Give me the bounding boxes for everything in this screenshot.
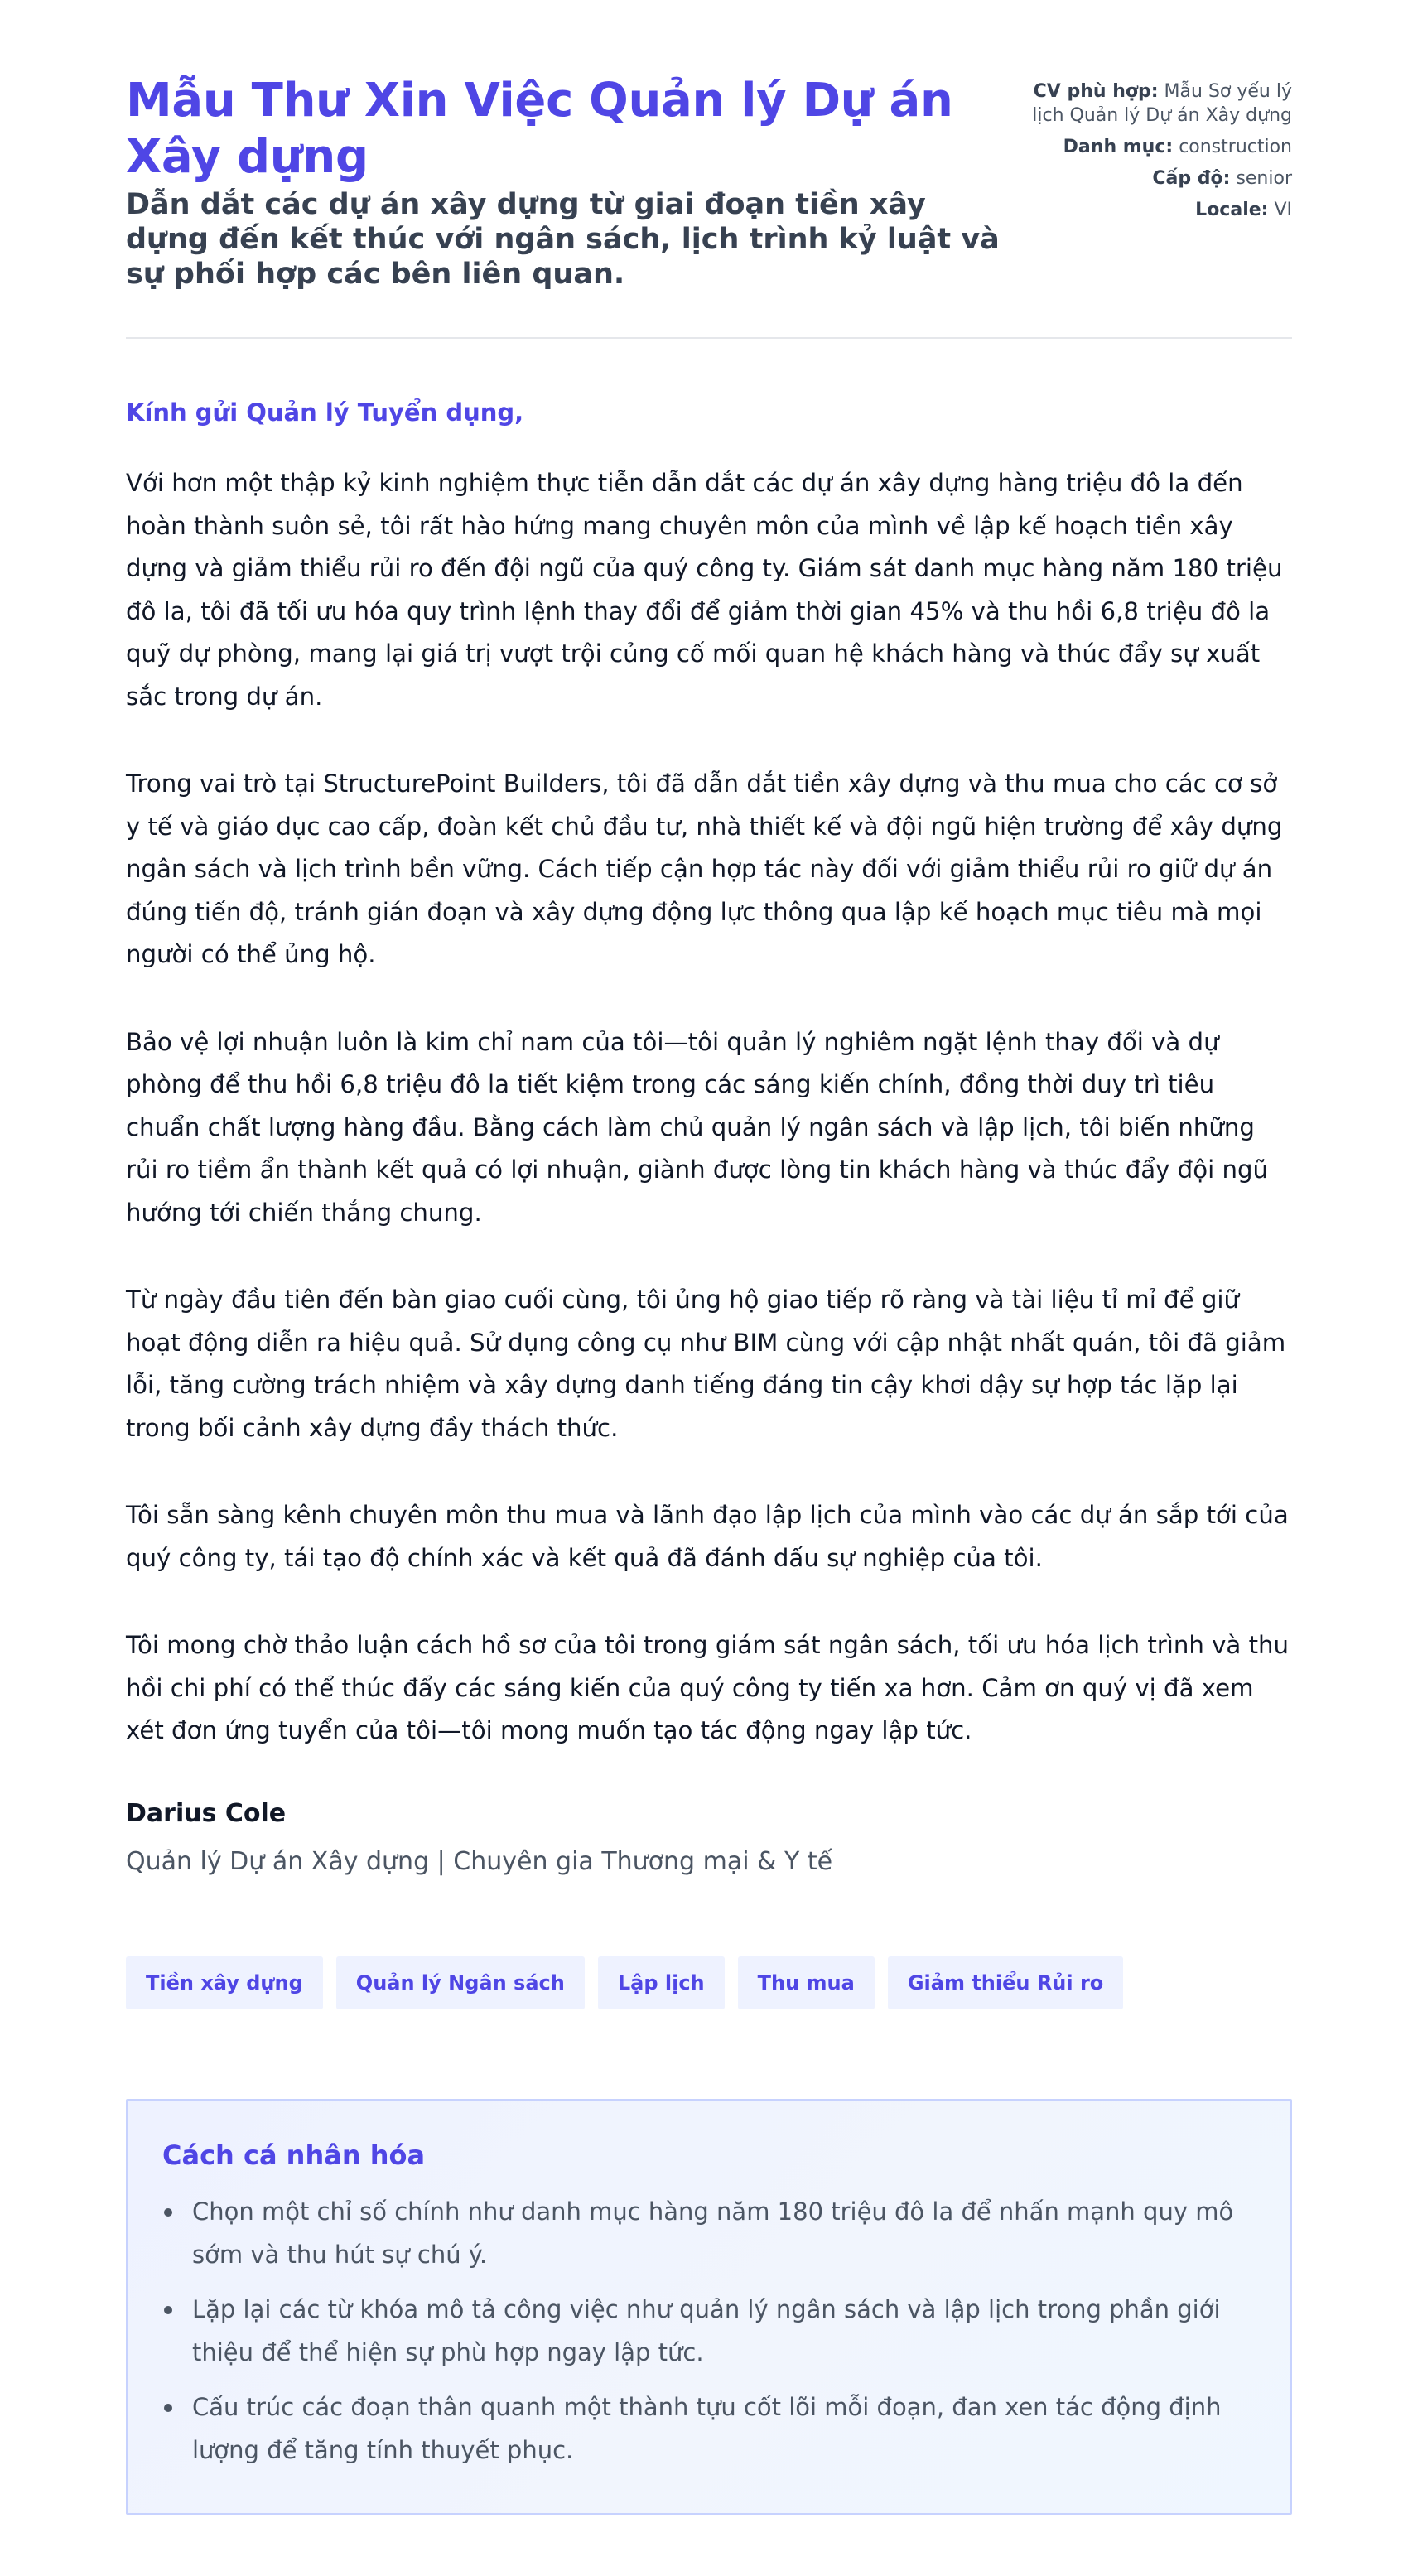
signature-name: Darius Cole [126,1799,287,1828]
skill-tag: Tiền xây dựng [126,1956,323,2009]
meta-label: Locale: [1195,200,1269,220]
meta-locale [1027,198,1292,222]
skill-tag: Quản lý Ngân sách [336,1956,585,2009]
meta-matching-cv [1027,80,1292,128]
bullet-icon [164,2404,172,2412]
tip-item [162,2288,1256,2374]
meta-level [1027,166,1292,191]
header-title-block [126,73,1004,292]
letter-paragraph: Bảo vệ lợi nhuận luôn là kim chỉ nam của tôi—tôi quản lý nghiêm ngặt lệnh thay đổi và dự phòng để thu hồi 6,8 triệu đô la tiết kiệm trong các sáng kiến chính, đồng thời duy trì tiêu chuẩn chất lượng hàng đầu. Bằng cách làm chủ quản lý ngân sách và lập lịch, tôi biến những rủi ro tiềm ẩn thành kết quả có lợi nhuận, giành được lòng tin khách hàng và thúc đẩy đội ngũ hướng tới chiến thắng chung. [126,1027,1268,1227]
page-title: Mẫu Thư Xin Việc Quản lý Dự án Xây dựng [126,74,953,184]
meta-category [1027,135,1292,159]
meta-label: Cấp độ: [1152,168,1231,189]
personalization-tips-box [126,2099,1292,2515]
meta-label: CV phù hợp: [1033,81,1159,102]
meta-value: Mẫu Sơ yếu lý lịch Quản lý Dự án Xây dựng [1032,81,1292,126]
letter-body [126,462,1292,1797]
bullet-icon [164,2208,172,2217]
letter-paragraph: Tôi sẵn sàng kênh chuyên môn thu mua và lãnh đạo lập lịch của mình vào các dự án sắp tới của quý công ty, tái tạo độ chính xác và kết quả đã đánh dấu sự nghiệp của tôi. [126,1501,1289,1572]
tip-item [162,2190,1256,2276]
tip-text: Chọn một chỉ số chính như danh mục hàng năm 180 triệu đô la để nhấn mạnh quy mô sớm và thu hút sự chú ý. [192,2197,1234,2269]
meta-value: VI [1274,200,1292,220]
meta-value: senior [1236,168,1292,189]
skill-tag: Giảm thiểu Rủi ro [888,1956,1123,2009]
skill-tag: Thu mua [738,1956,875,2009]
letter-paragraph: Tôi mong chờ thảo luận cách hồ sơ của tôi trong giám sát ngân sách, tối ưu hóa lịch trình và thu hồi chi phí có thể thúc đẩy các sáng kiến của quý công ty tiến xa hơn. Cảm ơn quý vị đã xem xét đơn ứng tuyển của tôi—tôi mong muốn tạo tác động ngay lập tức. [126,1631,1290,1744]
page-subtitle: Dẫn dắt các dự án xây dựng từ giai đoạn tiền xây dựng đến kết thúc với ngân sách, lịch trình kỷ luật và sự phối hợp các bên liên quan. [126,188,1000,291]
tip-item [162,2385,1256,2472]
bullet-icon [164,2306,172,2314]
meta-value: construction [1179,137,1292,157]
letter-paragraph: Từ ngày đầu tiên đến bàn giao cuối cùng, tôi ủng hộ giao tiếp rõ ràng và tài liệu tỉ mỉ để giữ hoạt động diễn ra hiệu quả. Sử dụng công cụ như BIM cùng với cập nhật nhất quán, tôi đã giảm lỗi, tăng cường trách nhiệm và xây dựng danh tiếng đáng tin cậy khơi dậy sự hợp tác lặp lại trong bối cảnh xây dựng đầy thách thức. [126,1286,1286,1442]
skill-tag: Lập lịch [598,1956,725,2009]
meta-label: Danh mục: [1063,137,1174,157]
signature-block [126,1797,832,1879]
tips-list [162,2190,1256,2472]
tips-title: Cách cá nhân hóa [162,2139,426,2171]
letter-paragraph: Trong vai trò tại StructurePoint Builders, tôi đã dẫn dắt tiền xây dựng và thu mua cho các cơ sở y tế và giáo dục cao cấp, đoàn kết chủ đầu tư, nhà thiết kế và đội ngũ hiện trường để xây dựng ngân sách và lịch trình bền vững. Cách tiếp cận hợp tác này đối với giảm thiểu rủi ro giữ dự án đúng tiến độ, tránh gián đoạn và xây dựng động lực thông qua lập kế hoạch mục tiêu mà mọi người có thể ủng hộ. [126,769,1283,968]
signature-title: Quản lý Dự án Xây dựng | Chuyên gia Thương mại & Y tế [126,1847,833,1876]
header-divider [126,337,1292,339]
letter-paragraph: Với hơn một thập kỷ kinh nghiệm thực tiễn dẫn dắt các dự án xây dựng hàng triệu đô la đến hoàn thành suôn sẻ, tôi rất hào hứng mang chuyên môn của mình về lập kế hoạch tiền xây dựng và giảm thiểu rủi ro đến đội ngũ của quý công ty. Giám sát danh mục hàng năm 180 triệu đô la, tôi đã tối ưu hóa quy trình lệnh thay đổi để giảm thời gian 45% và thu hồi 6,8 triệu đô la quỹ dự phòng, mang lại giá trị vượt trội củng cố mối quan hệ khách hàng và thúc đẩy sự xuất sắc trong dự án. [126,469,1283,711]
skill-tags [126,1956,1123,2009]
tip-text: Lặp lại các từ khóa mô tả công việc như quản lý ngân sách và lập lịch trong phần giới thiệu để thể hiện sự phù hợp ngay lập tức. [192,2295,1221,2366]
tip-text: Cấu trúc các đoạn thân quanh một thành tựu cốt lõi mỗi đoạn, đan xen tác động định lượng để tăng tính thuyết phục. [192,2393,1222,2464]
meta-panel [1027,80,1292,229]
salutation: Kính gửi Quản lý Tuyển dụng, [126,398,524,427]
